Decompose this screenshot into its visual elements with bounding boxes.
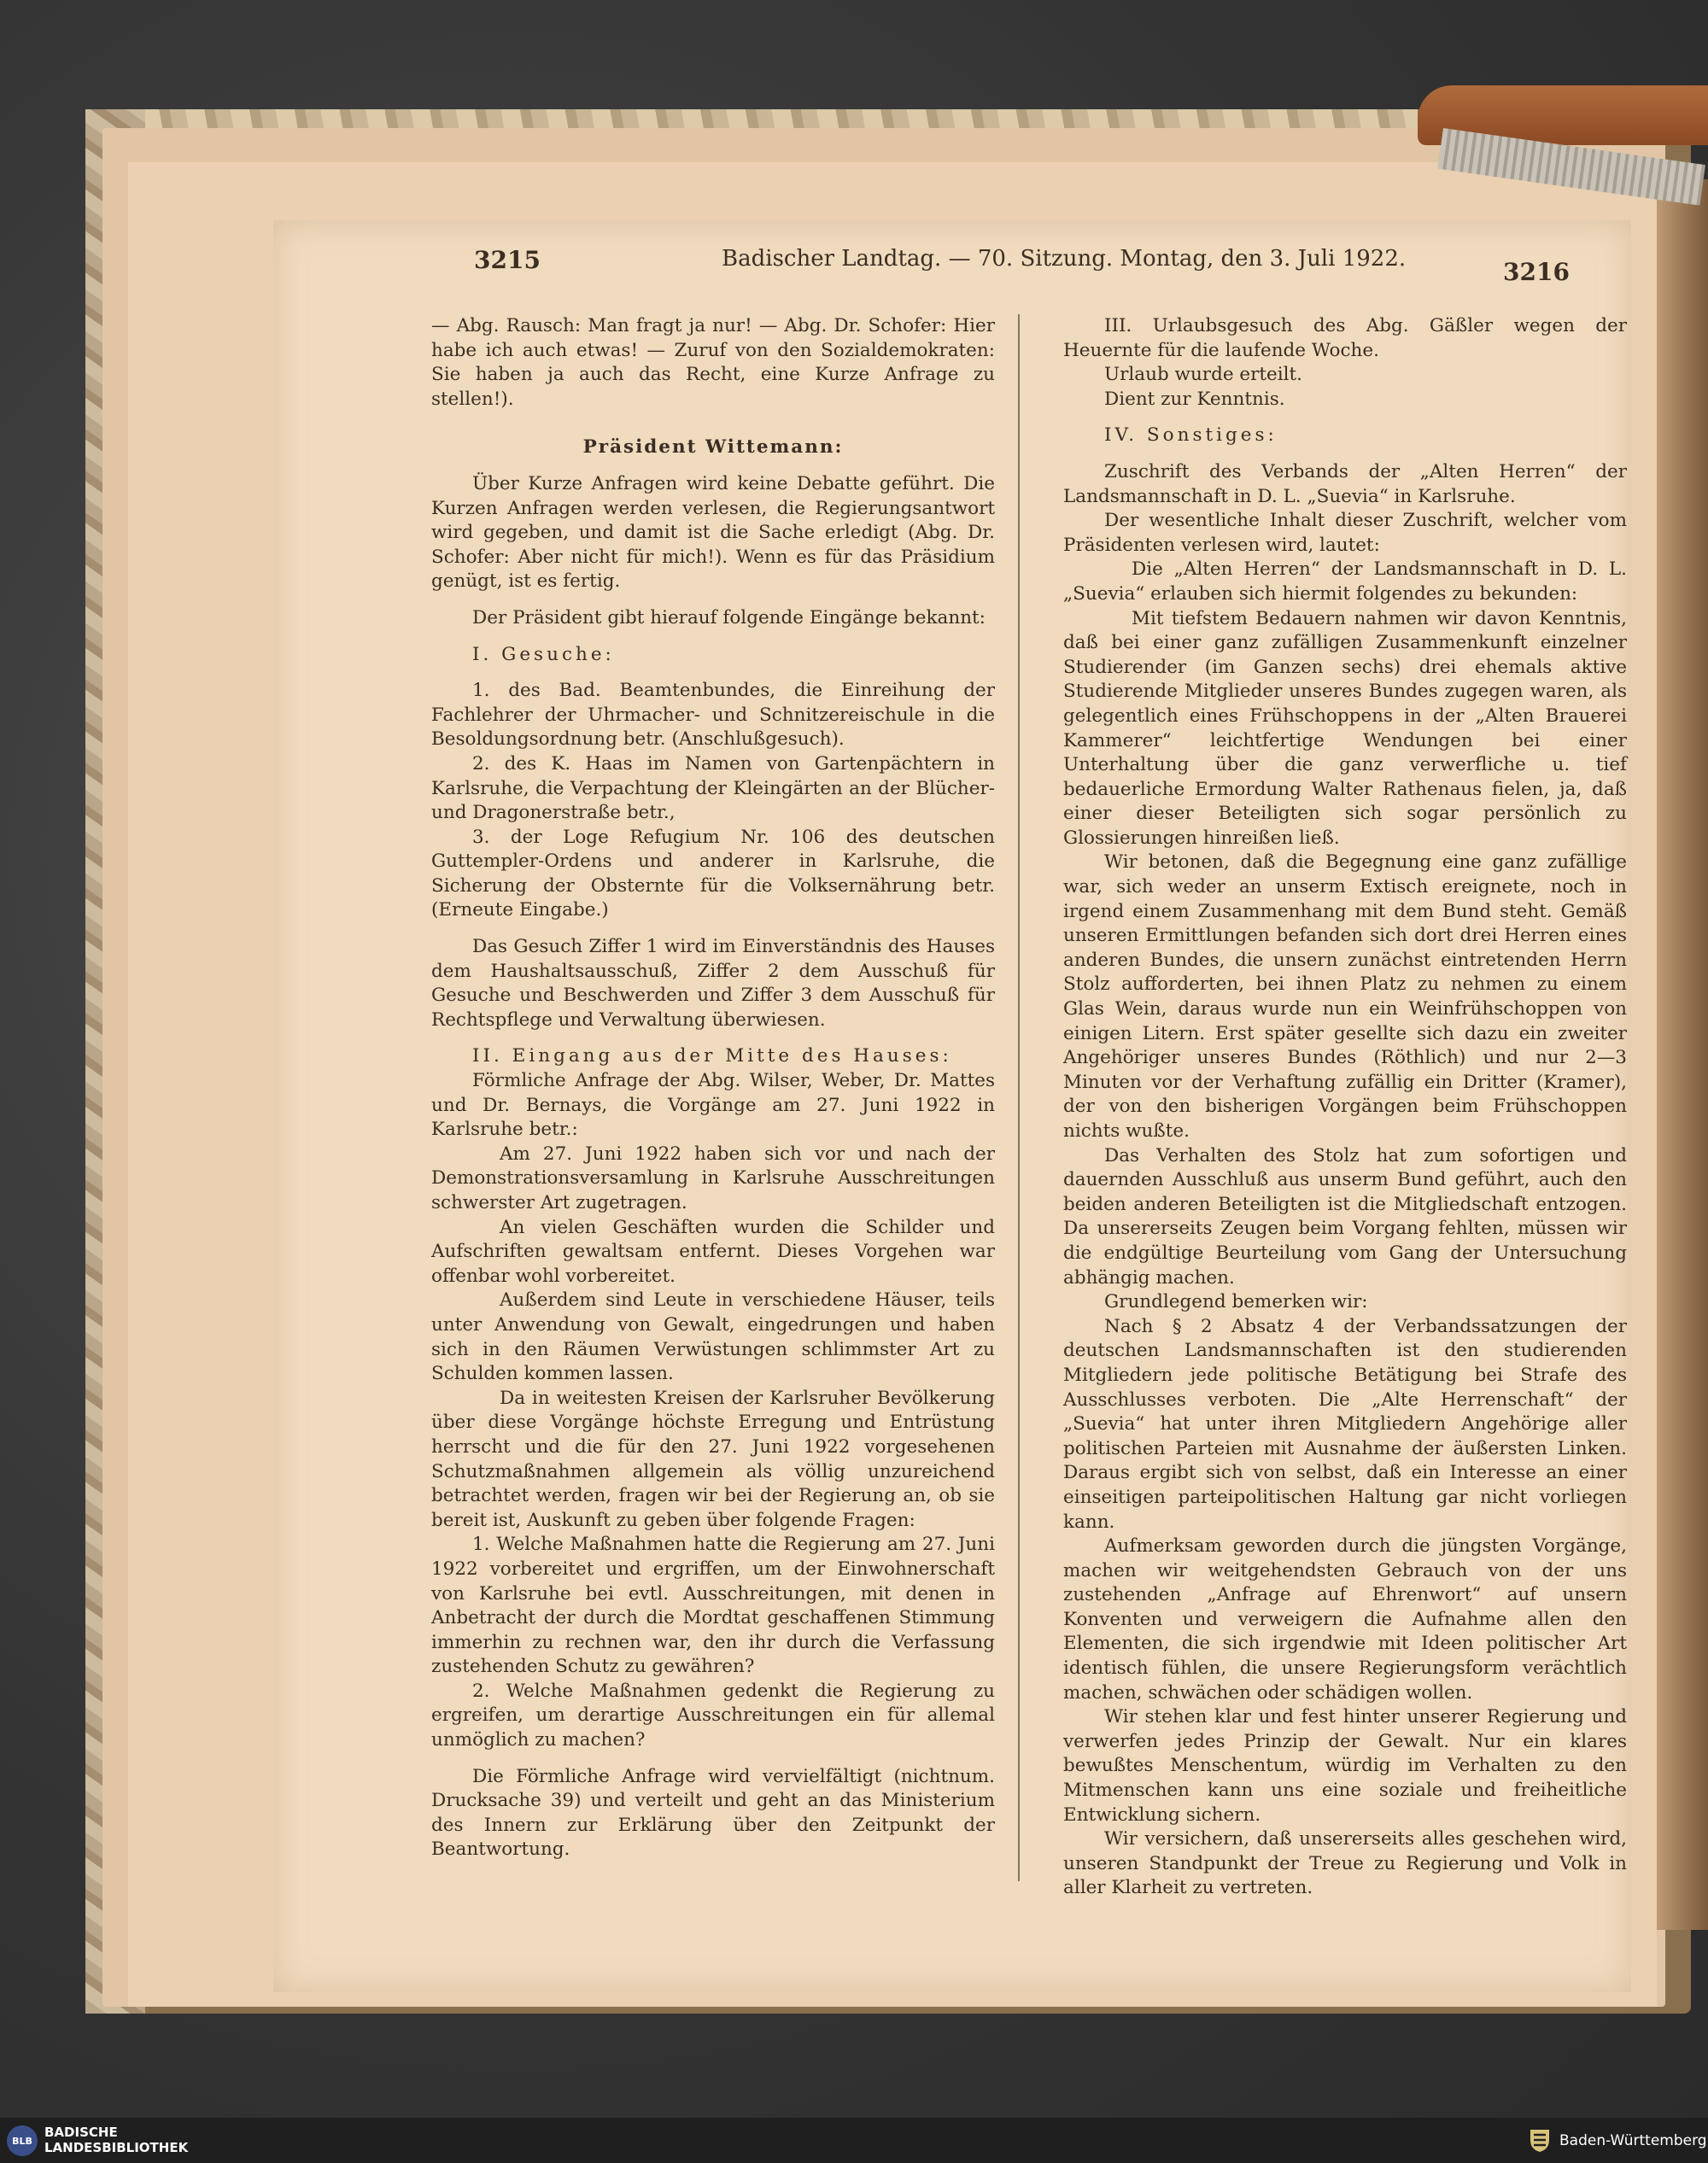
running-title: Badischer Landtag. — 70. Sitzung. Montag, den 3. Juli 1922. bbox=[722, 246, 1407, 272]
speaker-heading: Präsident Wittemann: bbox=[582, 436, 844, 459]
section-heading: I. Gesuche: bbox=[472, 643, 615, 665]
paragraph: III. Urlaubsgesuch des Abg. Gäßler wegen der Heuernte für die laufende Woche. bbox=[1063, 315, 1627, 361]
question-item: 2. Welche Maßnahmen gedenkt die Regierung zu ergreifen, um derartige Ausschreitungen ein für allemal unmöglich zu machen? bbox=[431, 1680, 995, 1751]
quote-paragraph: Mit tiefstem Bedauern nahmen wir davon Kenntnis, daß bei einer ganz zufälligen Zusammenkunft einzelner Studierender (im Ganzen sechs) drei ehemals aktive Studierende Mitglieder unseres Bundes zugegen waren, als gelegentlich eines Frühschoppens in der „Alten Brauerei Kammerer“ leichtfertige Wendungen bei einer Unterhaltung über die ganz verwerfliche u. tief bedauerliche Ermordung Walter Rathenaus fielen, ja, daß einer dieser Beteiligten sich sogar persönlich zu Glossierungen hinreißen ließ. bbox=[1063, 607, 1627, 849]
page-header bbox=[273, 246, 1631, 286]
page-edge-right bbox=[1648, 179, 1708, 1930]
paragraph: Zuschrift des Verbands der „Alten Herren“ der Landsmannschaft in D. L. „Suevia“ in Karlsruhe. bbox=[1063, 460, 1627, 507]
quote-paragraph: Am 27. Juni 1922 haben sich vor und nach der Demonstrationsversamlung in Karlsruhe Ausschreitungen schwerster Art zugetragen. bbox=[431, 1143, 995, 1213]
quote-paragraph: An vielen Geschäften wurden die Schilder und Aufschriften gewaltsam entfernt. Dieses Vorgehen war offenbar wohl vorbereitet. bbox=[431, 1216, 995, 1287]
left-column bbox=[431, 314, 995, 1862]
library-logo-text: BLB bbox=[12, 2135, 32, 2147]
document-page bbox=[273, 220, 1631, 1992]
page-number-right: 3216 bbox=[1503, 258, 1570, 286]
viewer-footer bbox=[0, 2118, 1708, 2163]
quote-paragraph: Das Verhalten des Stolz hat zum sofortigen und dauernden Ausschluß aus unserm Bund geführt, auch den beiden anderen Beteiligten ist die Mitgliedschaft entzogen. Da unsererseits Zeugen beim Vorgang fehlten, müssen wir die endgültige Beurteilung vom Gang der Untersuchung abhängig machen. bbox=[1063, 1144, 1627, 1289]
paragraph: Das Gesuch Ziffer 1 wird im Einverständnis des Hauses dem Haushaltsausschuß, Ziffer 2 dem Ausschuß für Gesuche und Beschwerden und Ziffer 3 dem Ausschuß für Rechtspflege und Verwaltung überwiesen. bbox=[431, 936, 995, 1031]
library-logo-icon[interactable] bbox=[7, 2125, 38, 2156]
paragraph: Über Kurze Anfragen wird keine Debatte geführt. Die Kurzen Anfragen werden verlesen, die Regierungsantwort wird gegeben, und damit ist die Sache erledigt (Abg. Dr. Schofer: Aber nicht für mich!). Wenn es für das Präsidium genügt, ist es fertig. bbox=[431, 472, 995, 593]
library-name-line1: BADISCHE bbox=[44, 2125, 118, 2140]
quote-paragraph: Wir versichern, daß unsererseits alles geschehen wird, unseren Standpunkt der Treue zu Regierung und Volk in aller Klarheit zu vertreten. bbox=[1063, 1828, 1627, 1899]
question-item: 1. Welche Maßnahmen hatte die Regierung am 27. Juni 1922 vorbereitet und ergriffen, um der Einwohnerschaft von Karlsruhe bei evtl. Ausschreitungen, mit denen in Anbetracht der durch die Mordtat geschaffenen Stimmung immerhin zu rechnen war, den ihr durch die Verfassung zustehenden Schutz zu gewähren? bbox=[431, 1534, 995, 1678]
section-heading: IV. Sonstiges: bbox=[1104, 424, 1278, 447]
partner-name[interactable]: Baden-Württemberg bbox=[1559, 2132, 1707, 2149]
quote-paragraph: Wir stehen klar und fest hinter unserer Regierung und verwerfen jedes Prinzip der Gewalt. Nur ein klares bewußtes Menschentum, würdig im Verhalten zu den Mitmenschen kann uns eine soziale und freiheitliche Entwicklung sichern. bbox=[1063, 1706, 1627, 1826]
paragraph: — Abg. Rausch: Man fragt ja nur! — Abg. Dr. Schofer: Hier habe ich auch etwas! — Zuruf von den Sozialdemokraten: Sie haben ja auch das Recht, eine Kurze Anfrage zu stellen!). bbox=[431, 315, 995, 410]
quote-paragraph: Da in weitesten Kreisen der Karlsruher Bevölkerung über diese Vorgänge höchste Erregung und Entrüstung herrscht und die für den 27. Juni 1922 vorgesehenen Schutzmaßnahmen allgemein als völlig unzureichend betrachtet werden, fragen wir bei der Regierung an, ob sie bereit ist, Auskunft zu geben über folgende Fragen: bbox=[431, 1387, 995, 1531]
paragraph: Dient zur Kenntnis. bbox=[1104, 388, 1285, 410]
paragraph: Der Präsident gibt hierauf folgende Eingänge bekannt: bbox=[472, 606, 986, 628]
quote-paragraph: Außerdem sind Leute in verschiedene Häuser, teils unter Anwendung von Gewalt, eingedrungen und haben sich in den Räumen Verwüstungen schlimmster Art zu Schulden kommen lassen. bbox=[431, 1289, 995, 1385]
page-number-left: 3215 bbox=[474, 246, 541, 274]
quote-paragraph: Aufmerksam geworden durch die jüngsten Vorgänge, machen wir weitgehendsten Gebrauch von der uns zustehenden „Anfrage auf Ehrenwort“ auf unsern Konventen und verweigern die Aufnahme allen den Elementen, die sich irgendwie mit Ideen politischer Art identisch fühlen, die unsere Regierungsform verächtlich machen, schwächen oder schädigen wollen. bbox=[1063, 1535, 1627, 1704]
paragraph: Urlaub wurde erteilt. bbox=[1104, 364, 1302, 386]
library-name-line2: LANDESBIBLIOTHEK bbox=[44, 2140, 189, 2155]
paragraph: Der wesentliche Inhalt dieser Zuschrift, welcher vom Präsidenten verlesen wird, lautet: bbox=[1063, 510, 1627, 556]
quote-paragraph: Grundlegend bemerken wir: bbox=[1104, 1291, 1368, 1313]
quote-paragraph: Nach § 2 Absatz 4 der Verbandssatzungen der deutschen Landsmannschaften ist den studierenden Mitgliedern jede politische Betätigung bei Strafe des Ausschlusses verboten. Die „Alte Herrenschaft“ der „Suevia“ hat unter ihren Mitgliedern Angehörige aller politischen Parteien mit Ausnahme der äußersten Linken. Daraus ergibt sich von selbst, daß ein Interesse an einer einseitigen parteipolitischen Haltung gar nicht vorliegen kann. bbox=[1063, 1315, 1627, 1533]
quote-paragraph: Wir betonen, daß die Begegnung eine ganz zufällige war, sich weder an unserm Extisch ereignete, noch in irgend einem Zusammenhang mit dem Bund steht. Gemäß unseren Ermittlungen befanden sich dort drei Herren eines anderen Bundes, die unsern zunächst eintretenden Herrn Stolz aufforderten, bei ihnen Platz zu nehmen zu einem Glas Wein, daraus wurde nun ein Weinfrühschoppen von einigen Litern. Erst später gesellte sich dazu ein zweiter Angehöriger unseres Bundes (Röthlich) und nur 2—3 Minuten vor der Verhaftung zufällig ein Dritter (Kramer), der von den bisherigen Vorgängen beim Frühschoppen nichts wußte. bbox=[1063, 851, 1627, 1142]
paragraph: Die Förmliche Anfrage wird vervielfältigt (nichtnum. Drucksache 39) und verteilt und geht an das Ministerium des Innern zur Erklärung über den Zeitpunkt der Beantwortung. bbox=[431, 1765, 995, 1861]
right-column bbox=[1063, 314, 1627, 1901]
section-heading: II. Eingang aus der Mitte des Hauses: bbox=[472, 1045, 952, 1067]
column-divider bbox=[1018, 314, 1020, 1881]
quote-paragraph: Die „Alten Herren“ der Landsmannschaft in D. L. „Suevia“ erlauben sich hiermit folgendes zu bekunden: bbox=[1063, 558, 1627, 605]
library-name[interactable] bbox=[44, 2125, 188, 2155]
list-item: 2. des K. Haas im Namen von Gartenpächtern in Karlsruhe, die Verpachtung der Kleingärten an der Blücher- und Dragonerstraße betr., bbox=[431, 752, 995, 824]
list-item: 3. der Loge Refugium Nr. 106 des deutschen Guttempler-Ordens und anderer in Karlsruhe, die Sicherung der Obsternte für die Volksernährung betr. (Erneute Eingabe.) bbox=[431, 826, 995, 921]
paragraph: Förmliche Anfrage der Abg. Wilser, Weber, Dr. Mattes und Dr. Bernays, die Vorgänge am 27. Juni 1922 in Karlsruhe betr.: bbox=[431, 1070, 995, 1141]
list-item: 1. des Bad. Beamtenbundes, die Einreihung der Fachlehrer der Uhrmacher- und Schnitzereischule in die Besoldungsordnung betr. (Anschlußgesuch). bbox=[431, 680, 995, 751]
state-coat-of-arms-icon bbox=[1527, 2127, 1553, 2153]
